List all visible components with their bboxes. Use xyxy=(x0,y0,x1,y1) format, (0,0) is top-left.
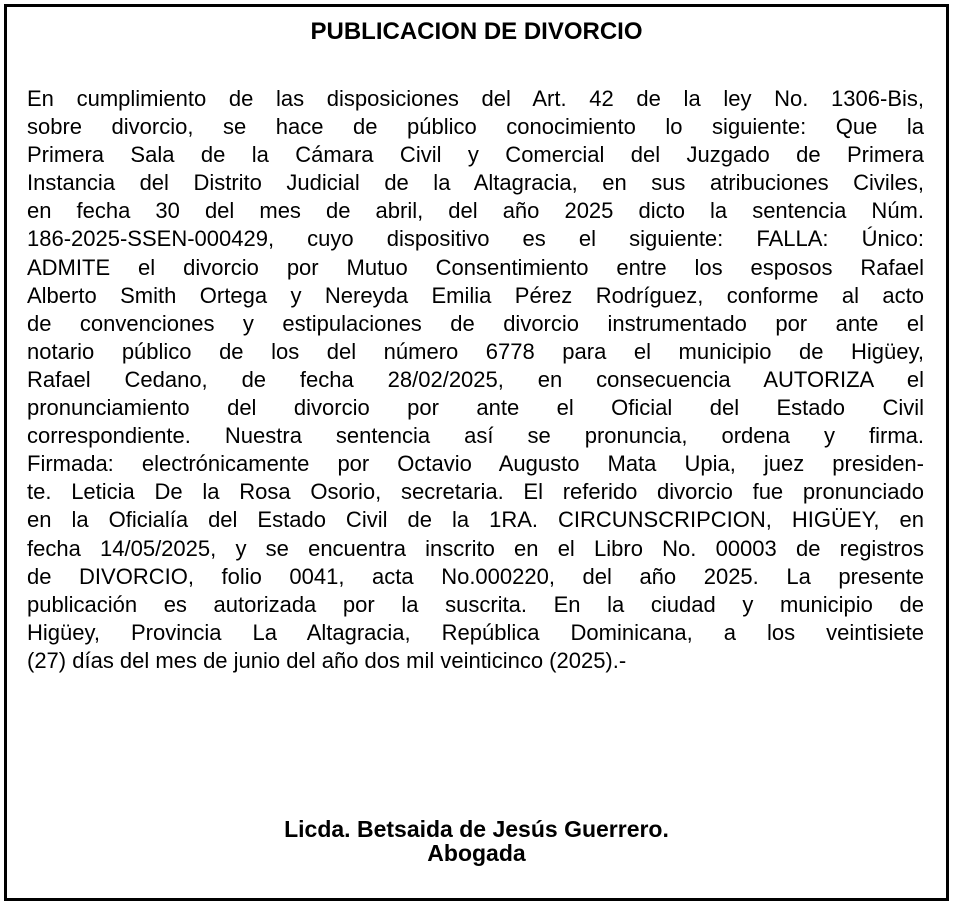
notice-title: PUBLICACION DE DIVORCIO xyxy=(310,18,643,45)
body-line: Instancia del Distrito Judicial de la Altagracia, en sus atribuciones Civiles, xyxy=(27,170,924,196)
body-line: pronunciamiento del divorcio por ante el Oficial del Estado Civil xyxy=(27,395,924,421)
notice-frame xyxy=(4,4,949,901)
body-line: te. Leticia De la Rosa Osorio, secretaria. El referido divorcio fue pronunciado xyxy=(27,479,924,505)
notice-body xyxy=(27,85,924,675)
body-line: Higüey, Provincia La Altagracia, República Dominicana, a los veintisiete xyxy=(27,619,924,645)
body-line: en la Oficialía del Estado Civil de la 1RA. CIRCUNSCRIPCION, HIGÜEY, en xyxy=(27,507,924,533)
body-line: notario público de los del número 6778 para el municipio de Higüey, xyxy=(27,338,924,364)
body-line: 186-2025-SSEN-000429, cuyo dispositivo es el siguiente: FALLA: Único: xyxy=(27,226,924,252)
body-line: (27) días del mes de junio del año dos mil veinticinco (2025).- xyxy=(27,647,627,673)
body-line: de DIVORCIO, folio 0041, acta No.000220, del año 2025. La presente xyxy=(27,563,924,589)
body-line: Rafael Cedano, de fecha 28/02/2025, en consecuencia AUTORIZA el xyxy=(27,366,924,392)
body-line: ADMITE el divorcio por Mutuo Consentimiento entre los esposos Rafael xyxy=(27,254,924,280)
signature-block xyxy=(7,817,946,865)
body-line: de convenciones y estipulaciones de divorcio instrumentado por ante el xyxy=(27,310,924,336)
body-line: sobre divorcio, se hace de público conocimiento lo siguiente: Que la xyxy=(27,114,924,140)
body-line: correspondiente. Nuestra sentencia así se pronuncia, ordena y firma. xyxy=(27,423,924,449)
body-line: fecha 14/05/2025, y se encuentra inscrito en el Libro No. 00003 de registros xyxy=(27,535,924,561)
signature-name: Licda. Betsaida de Jesús Guerrero. xyxy=(284,816,669,842)
body-line: en fecha 30 del mes de abril, del año 2025 dicto la sentencia Núm. xyxy=(27,198,924,224)
body-line: Primera Sala de la Cámara Civil y Comercial del Juzgado de Primera xyxy=(27,142,924,168)
signature-role: Abogada xyxy=(427,840,526,866)
body-line: publicación es autorizada por la suscrita. En la ciudad y municipio de xyxy=(27,591,924,617)
body-line: En cumplimiento de las disposiciones del Art. 42 de la ley No. 1306-Bis, xyxy=(27,86,924,111)
body-line: Alberto Smith Ortega y Nereyda Emilia Pérez Rodríguez, conforme al acto xyxy=(27,282,924,308)
body-line: Firmada: electrónicamente por Octavio Augusto Mata Upia, juez presiden- xyxy=(27,451,924,477)
